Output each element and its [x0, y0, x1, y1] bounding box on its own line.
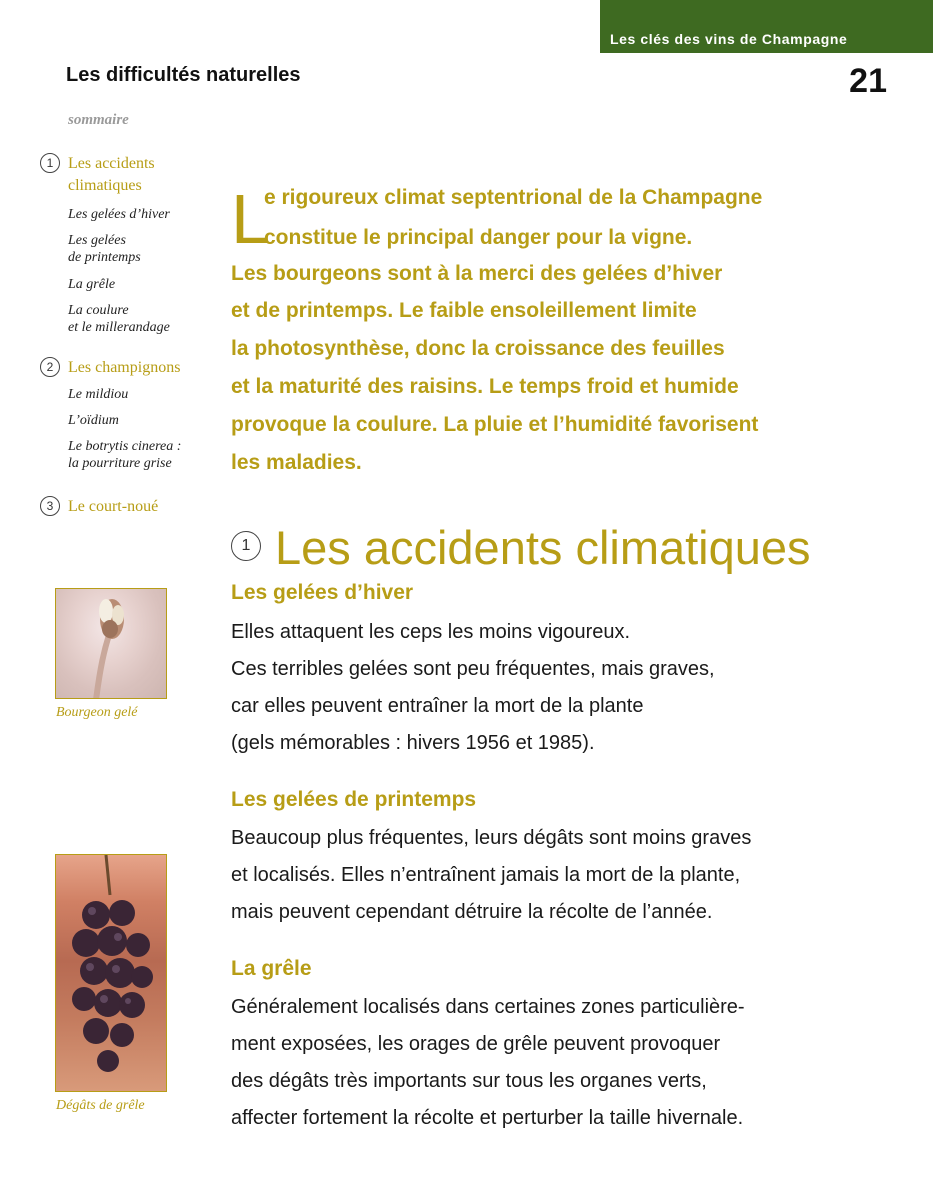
toc-heading-champignons[interactable]	[68, 357, 228, 379]
summary-label: sommaire	[68, 112, 129, 128]
intro-line: Les bourgeons sont à la merci des gelées d’hiver	[231, 262, 723, 285]
frozen-bud-illustration	[56, 589, 167, 699]
drop-cap: L	[231, 180, 270, 258]
toc-item-line: la pourriture grise	[68, 456, 172, 471]
grape-cluster-illustration	[56, 855, 167, 1092]
toc-heading-accidents[interactable]	[68, 153, 228, 197]
toc-heading-line: Les champignons	[68, 359, 181, 376]
toc-item-coulure[interactable]	[68, 302, 228, 336]
section-title: Les difficultés naturelles	[66, 64, 301, 86]
toc-item-grele[interactable]	[68, 276, 228, 293]
toc-item-line: et le millerandage	[68, 320, 170, 335]
hail-damage-photo	[55, 854, 167, 1092]
toc-item-line: L’oïdium	[68, 413, 119, 428]
toc-number-1: 1	[40, 153, 60, 173]
toc-item-line: Les gelées d’hiver	[68, 207, 170, 222]
intro-line: provoque la coulure. La pluie et l’humidité favorisent	[231, 413, 759, 436]
header-band	[600, 0, 933, 53]
toc-number-2: 2	[40, 357, 60, 377]
page-number: 21	[849, 62, 887, 100]
toc-number-3: 3	[40, 496, 60, 516]
section-heading-gelees-hiver: Les gelées d’hiver	[231, 581, 414, 604]
frozen-bud-photo	[55, 588, 167, 699]
toc-item-line: Le mildiou	[68, 387, 129, 402]
toc-item-botrytis[interactable]	[68, 438, 228, 472]
body-line: affecter fortement la récolte et perturber la taille hivernale.	[231, 1107, 744, 1129]
body-line: Elles attaquent les ceps les moins vigoureux.	[231, 621, 631, 643]
toc-item-line: de printemps	[68, 250, 141, 265]
intro-line: e rigoureux climat septentrional de la Champagne	[264, 186, 763, 209]
body-line: (gels mémorables : hivers 1956 et 1985).	[231, 732, 595, 754]
chapter-number: 1	[231, 531, 261, 561]
toc-item-gelees-hiver[interactable]	[68, 206, 228, 223]
section-heading-gelees-printemps: Les gelées de printemps	[231, 788, 477, 811]
toc-heading-court-noue[interactable]	[68, 496, 228, 518]
intro-line: constitue le principal danger pour la vigne.	[264, 226, 693, 249]
body-line: et localisés. Elles n’entraînent jamais la mort de la plante,	[231, 864, 741, 886]
intro-line: les maladies.	[231, 451, 362, 474]
toc-item-line: Les gelées	[68, 233, 126, 248]
toc-item-oidium[interactable]	[68, 412, 228, 429]
toc-item-line: La grêle	[68, 277, 116, 292]
body-line: Ces terribles gelées sont peu fréquentes, mais graves,	[231, 658, 715, 680]
chapter-title: Les accidents climatiques	[275, 521, 811, 574]
body-line: mais peuvent cependant détruire la récolte de l’année.	[231, 901, 713, 923]
toc-heading-line: climatiques	[68, 177, 142, 194]
toc-heading-line: Le court-noué	[68, 498, 159, 515]
body-line: ment exposées, les orages de grêle peuvent provoquer	[231, 1033, 721, 1055]
intro-line: et de printemps. Le faible ensoleillement limite	[231, 299, 697, 322]
toc-item-line: Le botrytis cinerea :	[68, 439, 182, 454]
body-line: Beaucoup plus fréquentes, leurs dégâts sont moins graves	[231, 827, 752, 849]
body-line: des dégâts très importants sur tous les organes verts,	[231, 1070, 707, 1092]
publication-title: Les clés des vins de Champagne	[610, 31, 848, 47]
photo-caption-hail: Dégâts de grêle	[56, 1098, 145, 1113]
toc-item-gelees-printemps[interactable]	[68, 232, 228, 266]
intro-line: la photosynthèse, donc la croissance des feuilles	[231, 337, 725, 360]
toc-heading-line: Les accidents	[68, 155, 155, 172]
body-line: car elles peuvent entraîner la mort de la plante	[231, 695, 644, 717]
toc-item-mildiou[interactable]	[68, 386, 228, 403]
intro-line: et la maturité des raisins. Le temps froid et humide	[231, 375, 739, 398]
photo-caption-bud: Bourgeon gelé	[56, 705, 138, 720]
toc-item-line: La coulure	[68, 303, 129, 318]
body-line: Généralement localisés dans certaines zones particulière-	[231, 996, 745, 1018]
section-heading-grele: La grêle	[231, 957, 312, 980]
